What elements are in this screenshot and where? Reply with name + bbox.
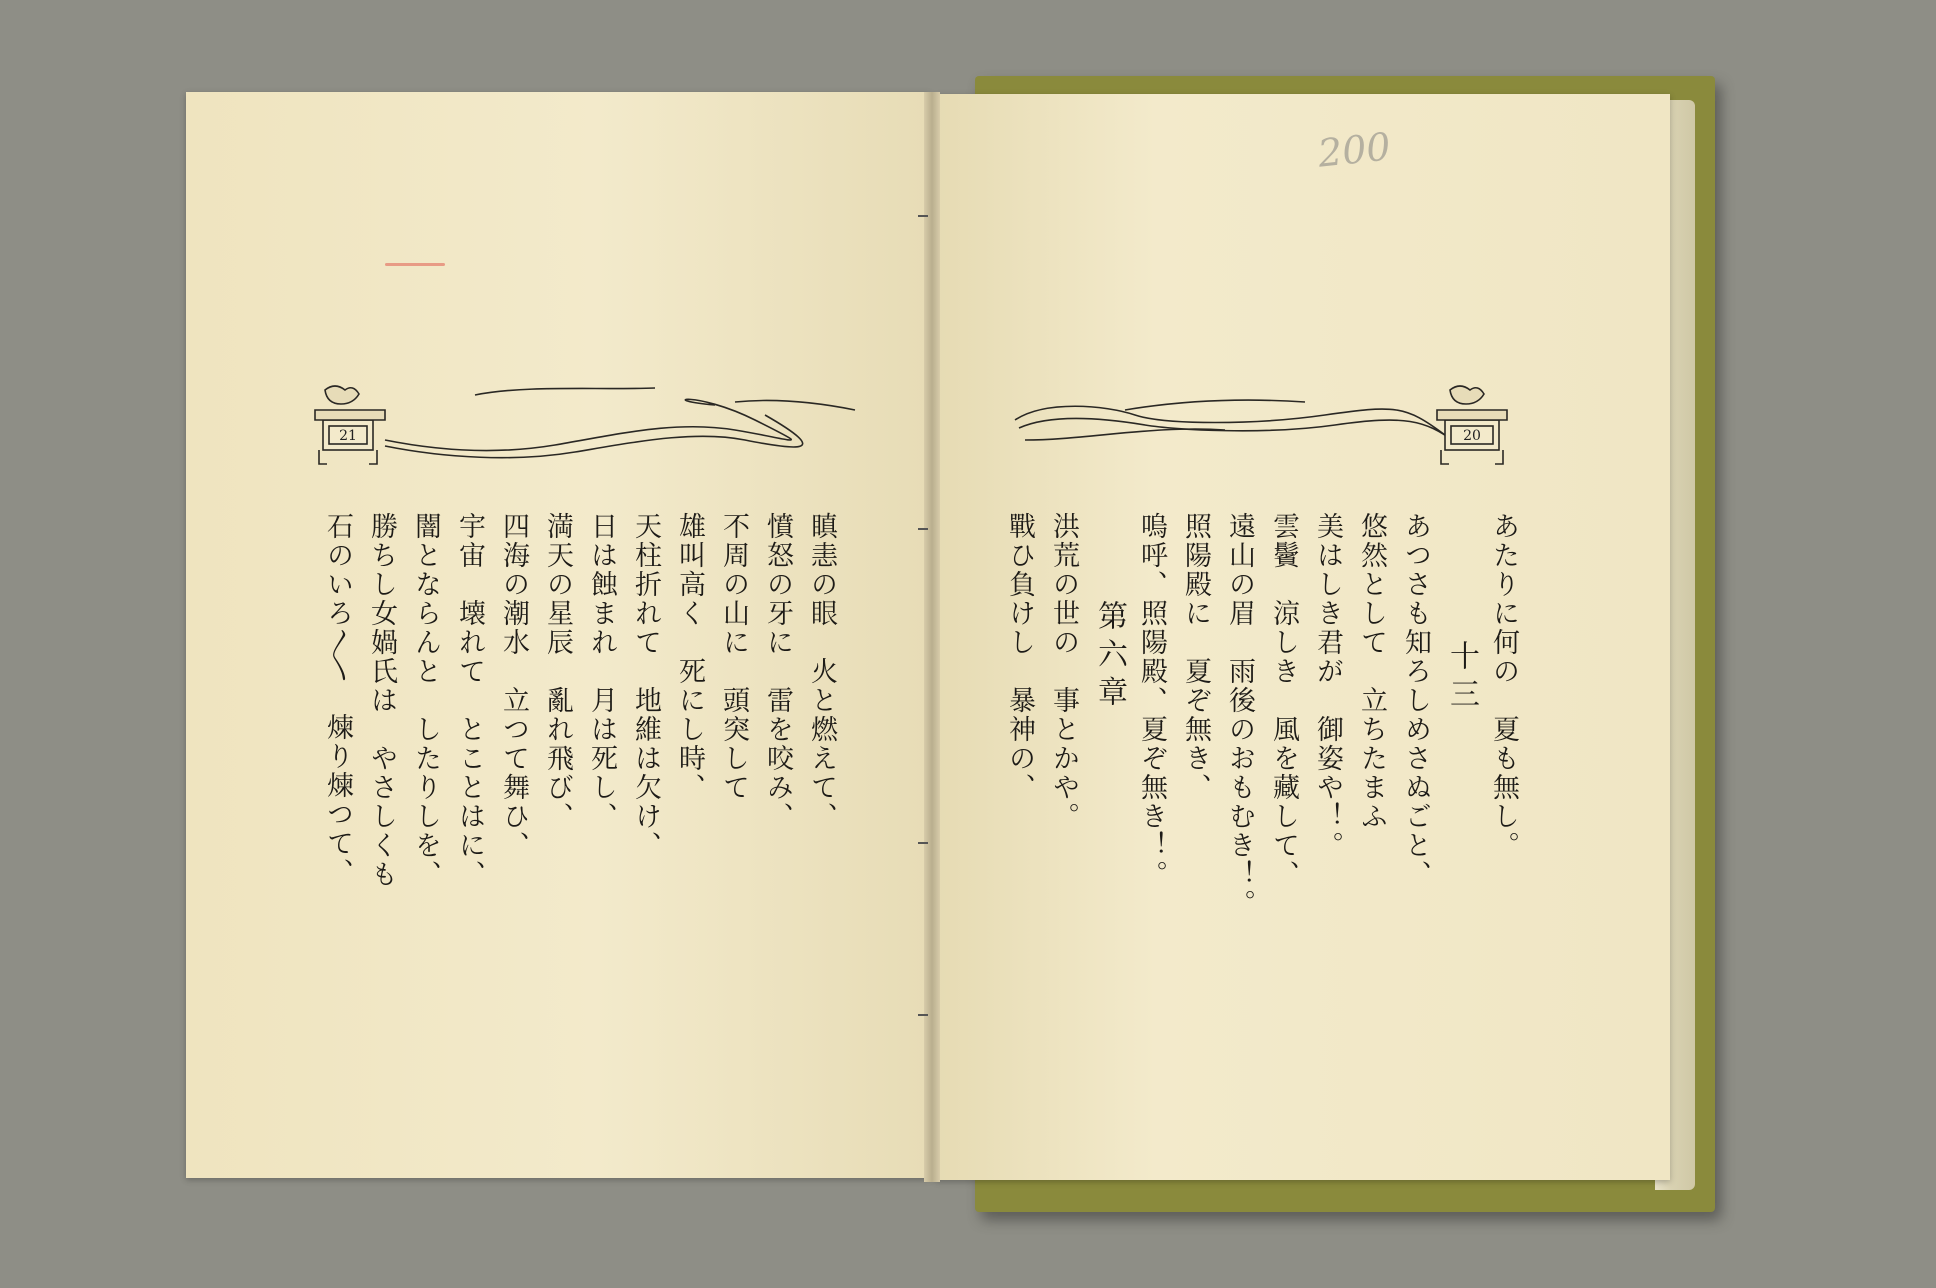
- pencil-annotation: 200: [1315, 124, 1393, 176]
- text-line: 憤怒の牙に 雷を咬み、: [762, 512, 793, 831]
- left-page-number: 21: [339, 428, 357, 444]
- right-page: [935, 94, 1670, 1180]
- binding-stitch: [918, 215, 928, 217]
- text-line: 嗚呼、照陽殿、夏ぞ無き！。: [1136, 512, 1167, 889]
- text-line: 満天の星辰 亂れ飛び、: [542, 512, 573, 831]
- text-line: 戰ひ負けし 暴神の、: [1004, 512, 1035, 802]
- binding-stitch: [918, 1014, 928, 1016]
- text-line: 石のいろ〳〵 煉り煉つて、: [322, 512, 353, 887]
- binding-stitch: [918, 528, 928, 530]
- red-ink-mark: [385, 263, 445, 266]
- text-line: あつさも知ろしめさぬごと、: [1400, 512, 1431, 889]
- text-line: 雄叫高く 死にし時、: [674, 512, 705, 802]
- text-line: あたりに何の 夏も無し。: [1488, 512, 1519, 860]
- text-line: 宇宙 壊れて とことはに、: [454, 512, 485, 889]
- right-page-number: 20: [1463, 428, 1481, 444]
- left-page-ornament: [295, 380, 875, 480]
- text-line: 勝ちし女媧氏は やさしくも: [366, 512, 397, 889]
- text-line: 四海の潮水 立つて舞ひ、: [498, 512, 529, 860]
- text-line: 照陽殿に 夏ぞ無き、: [1180, 512, 1211, 802]
- chapter-heading: 第六章: [1092, 600, 1127, 714]
- text-line: 美はしき君が 御姿や！。: [1312, 512, 1343, 860]
- section-number: 十三: [1444, 640, 1479, 716]
- text-line: 天柱折れて 地維は欠け、: [630, 512, 661, 860]
- binding-stitch: [918, 842, 928, 844]
- text-line: 悠然として 立ちたまふ: [1356, 512, 1387, 831]
- text-line: 洪荒の世の 事とかや。: [1048, 512, 1079, 831]
- text-line: 不周の山に 頭突して: [718, 512, 749, 802]
- text-line: 雲鬢 涼しき 風を藏して、: [1268, 512, 1299, 889]
- text-line: 瞋恚の眼 火と燃えて、: [806, 512, 837, 831]
- text-line: 闇とならんと したりしを、: [410, 512, 441, 889]
- book-gutter: [924, 92, 940, 1182]
- right-page-ornament: [1005, 380, 1545, 480]
- text-line: 日は蝕まれ 月は死し、: [586, 512, 617, 831]
- text-line: 遠山の眉 雨後のおもむき！。: [1224, 512, 1255, 918]
